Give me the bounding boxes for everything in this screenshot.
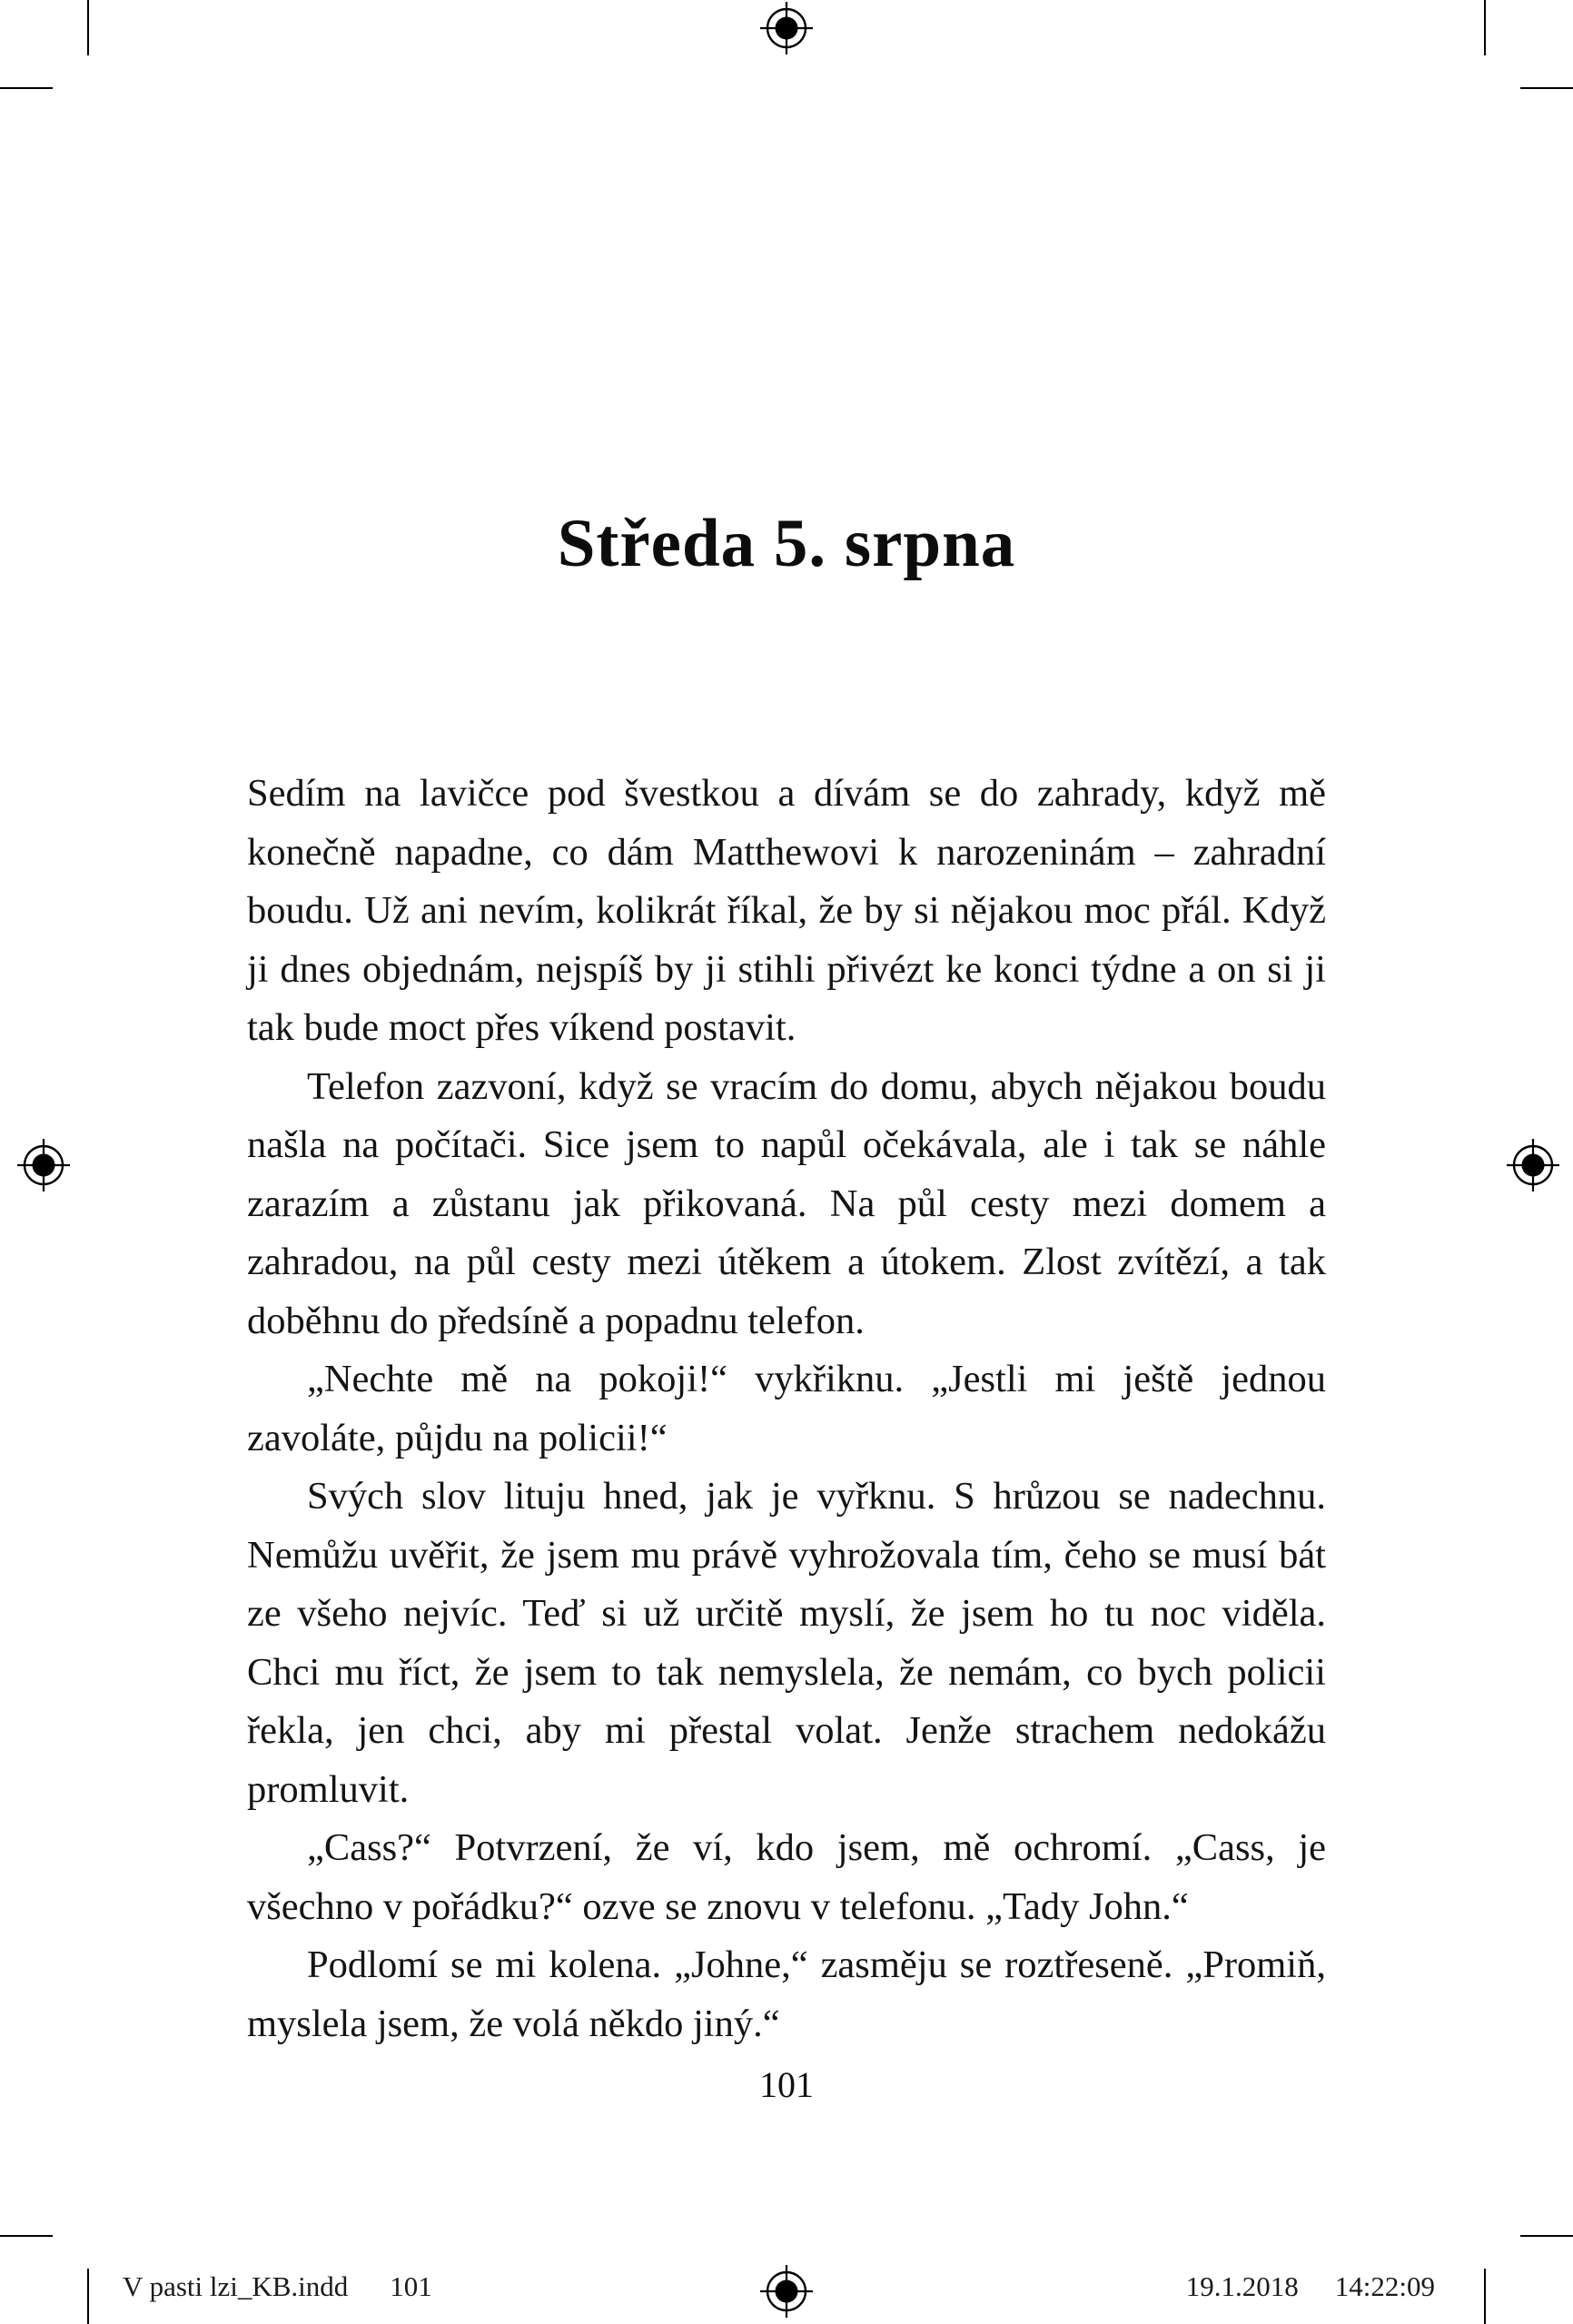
page-number: 101: [759, 2064, 814, 2105]
paragraph: Podlomí se mi kolena. „Johne,“ zasměju se roztřeseně. „Promiň, myslela jsem, že volá někdo jiný.“: [247, 1943, 1326, 2045]
chapter-title: Středa 5. srpna: [557, 506, 1016, 581]
crop-mark-bottom-left-vertical: [87, 2269, 89, 2324]
body-text: [247, 765, 1326, 2053]
paragraph: Svých slov lituju hned, jak je vyřknu. S hrůzou se nadechnu. Nemůžu uvěřit, že jsem mu právě vyhrožovala tím, čeho se musí bát ze všeho nejvíc. Teď si už určitě myslí, že jsem ho tu noc viděla. Chci mu říct, že jsem to tak nemyslela, že nemám, co bych policii řekla, jen chci, aby mi přestal volat. Jenže strachem nedokážu promluvit.: [247, 1475, 1326, 1811]
crop-mark-bottom-right-vertical: [1484, 2269, 1486, 2324]
registration-mark-bottom-icon: [759, 2264, 814, 2319]
crop-mark-top-left-vertical: [87, 0, 89, 55]
footer-slug-left: [123, 2270, 432, 2303]
footer-slug-right: [1186, 2270, 1435, 2303]
crop-mark-bottom-left-horizontal: [0, 2235, 53, 2237]
registration-mark-top-icon: [759, 1, 814, 55]
crop-mark-top-right-horizontal: [1520, 87, 1573, 89]
print-date: 19.1.2018: [1185, 2270, 1299, 2302]
crop-mark-top-left-horizontal: [0, 87, 53, 89]
paragraph: Telefon zazvoní, když se vracím do domu, abych nějakou boudu našla na počítači. Sice jsem to napůl očekávala, ale i tak se náhle zarazím a zůstanu jak přikovaná. Na půl cesty mezi domem a zahradou, na půl cesty mezi útěkem a útokem. Zlost zvítězí, a tak doběhnu do předsíně a popadnu telefon.: [247, 1064, 1326, 1342]
paragraph: Sedím na lavičce pod švestkou a dívám se do zahrady, když mě konečně napadne, co dám Matthewovi k narozeninám – zahradní boudu. Už ani nevím, kolikrát říkal, že by si nějakou moc přál. Když ji dnes objednám, nejspíš by ji stihli přivézt ke konci týdne a on si ji tak bude moct přes víkend postavit.: [247, 772, 1326, 1049]
registration-mark-left-icon: [16, 1138, 71, 1192]
paragraph: „Cass?“ Potvrzení, že ví, kdo jsem, mě ochromí. „Cass, je všechno v pořádku?“ ozve se znovu v telefonu. „Tady John.“: [247, 1826, 1326, 1928]
document-name: V pasti lzi_KB.indd: [123, 2270, 349, 2302]
print-time: 14:22:09: [1334, 2270, 1435, 2302]
crop-mark-bottom-right-horizontal: [1520, 2235, 1573, 2237]
registration-mark-right-icon: [1506, 1138, 1560, 1192]
paragraph: „Nechte mě na pokoji!“ vykřiknu. „Jestli mi ještě jednou zavoláte, půjdu na policii!“: [247, 1358, 1326, 1459]
document-page-number: 101: [390, 2270, 432, 2302]
crop-mark-top-right-vertical: [1484, 0, 1486, 55]
